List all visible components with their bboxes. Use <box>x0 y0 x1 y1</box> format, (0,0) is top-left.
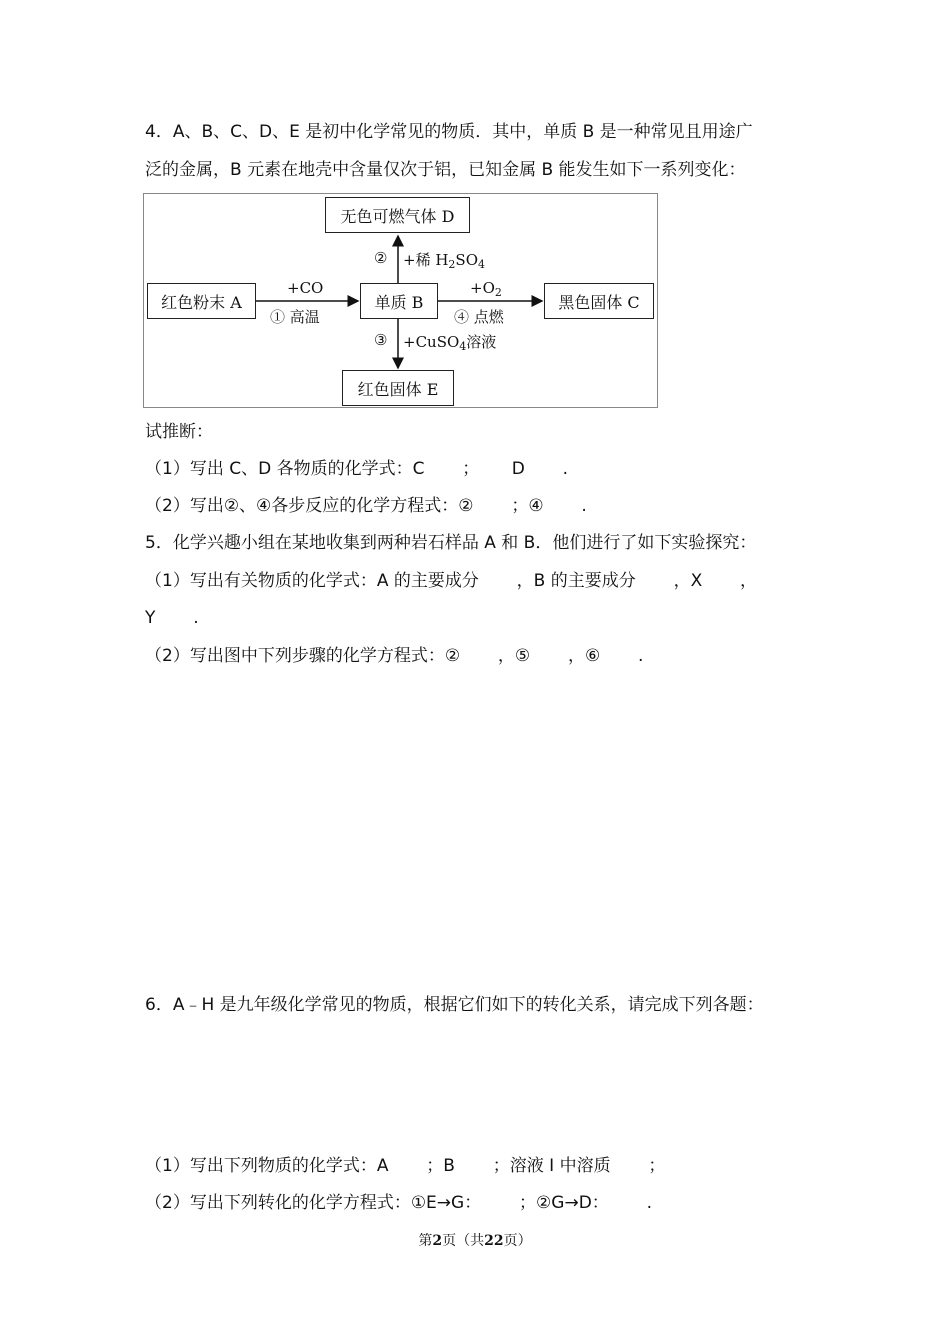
q5-sub-2: （2）写出图中下列步骤的化学方程式：② ，⑤ ，⑥ . <box>145 646 644 666</box>
q5-sub-1-cont: Y . <box>145 608 199 628</box>
box-e: 红色固体 E <box>342 370 454 406</box>
page-number: 2 <box>432 1233 443 1249</box>
box-c: 黑色固体 C <box>544 283 654 319</box>
q4-line-1: 4．A、B、C、D、E 是初中化学常见的物质．其中，单质 B 是一种常见且用途广 <box>145 122 753 142</box>
q4-line-2: 泛的金属，B 元素在地壳中含量仅次于铝，已知金属 B 能发生如下一系列变化： <box>145 160 746 180</box>
step4-reagent: $+O_2$ <box>470 279 502 299</box>
box-a: 红色粉末 A <box>147 283 256 319</box>
step1-reagent: +CO <box>287 279 324 297</box>
q5-line-1: 5．化学兴趣小组在某地收集到两种岩石样品 A 和 B．他们进行了如下实验探究： <box>145 533 757 553</box>
q4-sub-1: （1）写出 C、D 各物质的化学式：C ； D . <box>145 459 569 479</box>
step3-reagent: +CuSO$_4$溶液 <box>403 333 497 353</box>
step4-condition: ④ 点燃 <box>454 308 504 326</box>
page-total: 22 <box>484 1233 504 1249</box>
q4-infer: 试推断： <box>145 422 213 442</box>
box-d: 无色可燃气体 D <box>325 197 470 233</box>
step2-number: ② <box>374 249 388 267</box>
step2-reagent: +稀 $H_2SO_4$ <box>403 251 485 271</box>
q5-sub-1: （1）写出有关物质的化学式：A 的主要成分 ，B 的主要成分 ，X ， <box>145 571 758 591</box>
step3-number: ③ <box>374 331 388 349</box>
q4-reaction-diagram <box>143 193 658 408</box>
q6-sub-1: （1）写出下列物质的化学式：A ；B ；溶液 I 中溶质 ； <box>145 1156 666 1176</box>
q6-sub-2: （2）写出下列转化的化学方程式：①E→G： ；②G→D： . <box>145 1193 653 1213</box>
q6-line-1: 6．A﹣H 是九年级化学常见的物质，根据它们如下的转化关系，请完成下列各题： <box>145 995 764 1015</box>
q4-sub-2: （2）写出②、④各步反应的化学方程式：② ；④ . <box>145 496 587 516</box>
step1-condition: ① 高温 <box>270 308 320 326</box>
box-b: 单质 B <box>360 283 438 319</box>
page-footer: 第2页（共22页） <box>418 1233 532 1249</box>
